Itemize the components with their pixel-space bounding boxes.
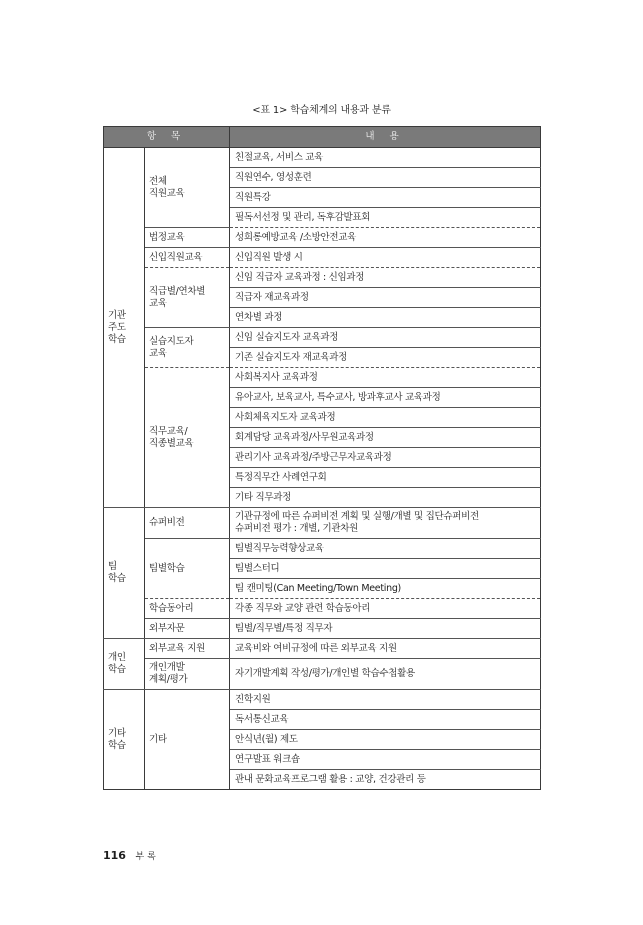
table-row — [104, 539, 541, 559]
group-cell: 기관 주도 학습 — [104, 148, 145, 508]
content-cell: 친절교육, 서비스 교육 — [230, 148, 541, 168]
page-footer — [103, 849, 159, 862]
content-cell: 회계담당 교육과정/사무원교육과정 — [230, 428, 541, 448]
table-row — [104, 508, 541, 539]
sub-cell: 학습동아리 — [145, 599, 230, 619]
content-cell: 교육비와 여비규정에 따른 외부교육 지원 — [230, 639, 541, 659]
sub-cell: 직무교육/ 직종별교육 — [145, 368, 230, 508]
content-cell: 팀별스터디 — [230, 559, 541, 579]
content-cell: 직급자 재교육과정 — [230, 288, 541, 308]
header-content: 내 용 — [230, 127, 541, 148]
content-cell: 자기개발계획 작성/평가/개인별 학습수첩활용 — [230, 659, 541, 690]
sub-cell: 직급별/연차별 교육 — [145, 268, 230, 328]
content-cell: 연차별 과정 — [230, 308, 541, 328]
content-cell: 필독서선정 및 관리, 독후감발표회 — [230, 208, 541, 228]
content-cell: 사회복지사 교육과정 — [230, 368, 541, 388]
table-row — [104, 619, 541, 639]
learning-system-table — [103, 126, 541, 790]
content-cell: 팀별/직무별/특정 직무자 — [230, 619, 541, 639]
content-cell: 신임 직급자 교육과정 : 신임과정 — [230, 268, 541, 288]
table-row — [104, 368, 541, 388]
table-row — [104, 639, 541, 659]
table-header-row — [104, 127, 541, 148]
group-cell: 기타 학습 — [104, 690, 145, 790]
table-row — [104, 599, 541, 619]
sub-cell: 외부교육 지원 — [145, 639, 230, 659]
content-cell: 신임 실습지도자 교육과정 — [230, 328, 541, 348]
content-cell: 독서통신교육 — [230, 710, 541, 730]
content-cell: 기관규정에 따른 슈퍼비전 계획 및 실행/개별 및 집단슈퍼비전 슈퍼비전 평가 : 개별, 기관차원 — [230, 508, 541, 539]
content-cell: 직원연수, 영성훈련 — [230, 168, 541, 188]
table-row — [104, 248, 541, 268]
content-cell: 기타 직무과정 — [230, 488, 541, 508]
content-cell: 사회체육지도자 교육과정 — [230, 408, 541, 428]
content-cell: 기존 실습지도자 재교육과정 — [230, 348, 541, 368]
sub-cell: 팀별학습 — [145, 539, 230, 599]
content-cell: 유아교사, 보육교사, 특수교사, 방과후교사 교육과정 — [230, 388, 541, 408]
content-cell: 안식년(월) 제도 — [230, 730, 541, 750]
sub-cell: 슈퍼비전 — [145, 508, 230, 539]
content-cell: 신입직원 발생 시 — [230, 248, 541, 268]
sub-cell: 기타 — [145, 690, 230, 790]
table-row — [104, 328, 541, 348]
table-row — [104, 659, 541, 690]
table-row — [104, 690, 541, 710]
sub-cell: 법정교육 — [145, 228, 230, 248]
content-cell: 연구발표 워크숍 — [230, 750, 541, 770]
content-cell: 팀 캔미팅(Can Meeting/Town Meeting) — [230, 579, 541, 599]
group-cell: 팀 학습 — [104, 508, 145, 639]
table-row — [104, 268, 541, 288]
content-cell: 성희롱예방교육 /소방안전교육 — [230, 228, 541, 248]
content-cell: 진학지원 — [230, 690, 541, 710]
sub-cell: 신입직원교육 — [145, 248, 230, 268]
table-row — [104, 148, 541, 168]
sub-cell: 전체 직원교육 — [145, 148, 230, 228]
page-number: 116 — [103, 849, 126, 862]
content-cell: 특정직무간 사례연구회 — [230, 468, 541, 488]
content-cell: 팀별직무능력향상교육 — [230, 539, 541, 559]
group-cell: 개인 학습 — [104, 639, 145, 690]
content-cell: 각종 직무와 교양 관련 학습동아리 — [230, 599, 541, 619]
table-row — [104, 228, 541, 248]
header-item: 항 목 — [104, 127, 230, 148]
content-cell: 직원특강 — [230, 188, 541, 208]
content-cell: 관내 문화교육프로그램 활용 : 교양, 건강관리 등 — [230, 770, 541, 790]
sub-cell: 실습지도자 교육 — [145, 328, 230, 368]
table-caption: <표 1> 학습체계의 내용과 분류 — [252, 105, 391, 116]
content-cell: 관리기사 교육과정/주방근무자교육과정 — [230, 448, 541, 468]
sub-cell: 외부자문 — [145, 619, 230, 639]
book-section-label: 부록 — [135, 852, 159, 862]
sub-cell: 개인개발 계획/평가 — [145, 659, 230, 690]
